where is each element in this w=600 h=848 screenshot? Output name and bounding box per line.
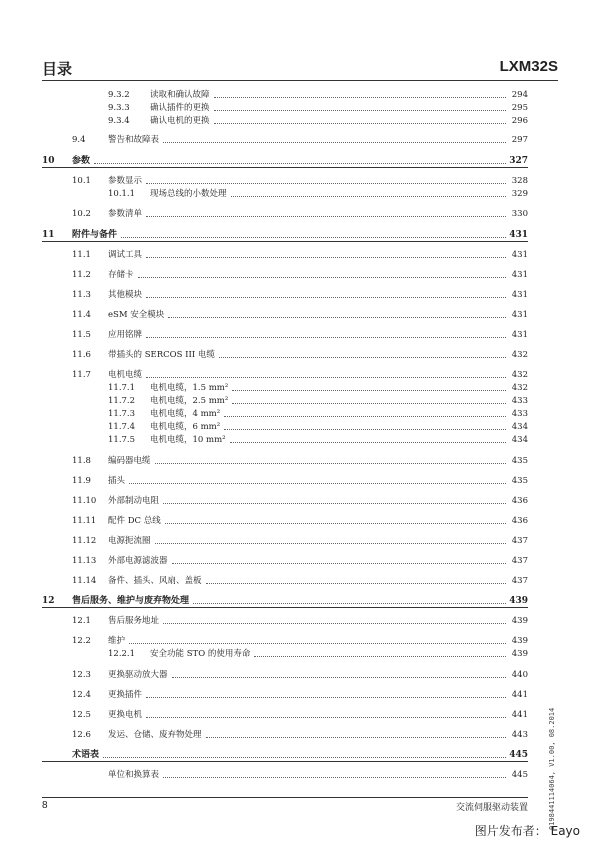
toc-number: 12.5 — [72, 710, 91, 720]
toc-leader — [224, 429, 506, 430]
toc-number: 11.4 — [72, 310, 91, 320]
footer-divider — [42, 797, 528, 798]
toc-leader — [146, 257, 506, 258]
toc-leader — [172, 563, 506, 564]
toc-entry[interactable] — [72, 768, 528, 780]
toc-page: 297 — [511, 135, 528, 145]
toc-number: 11.14 — [72, 576, 97, 586]
toc-leader — [206, 583, 506, 584]
toc-page: 431 — [511, 270, 528, 280]
toc-entry[interactable] — [72, 494, 528, 506]
toc-page: 327 — [509, 156, 528, 166]
toc-page: 441 — [511, 710, 528, 720]
toc-entry[interactable] — [72, 328, 528, 340]
toc-leader — [163, 142, 506, 143]
toc-entry[interactable] — [108, 101, 528, 113]
toc-leader — [146, 717, 506, 718]
toc-number: 9.4 — [72, 135, 86, 145]
toc-leader — [214, 110, 506, 111]
toc-chapter[interactable] — [42, 748, 528, 760]
toc-entry[interactable] — [72, 174, 528, 186]
toc-title: 参数清单 — [108, 209, 143, 219]
toc-page: 431 — [511, 330, 528, 340]
toc-number: 11.6 — [72, 350, 91, 360]
toc-title: 电源扼流圈 — [108, 536, 151, 546]
toc-title: 维护 — [108, 636, 126, 646]
toc-page: 434 — [511, 435, 528, 445]
toc-entry[interactable] — [108, 88, 528, 100]
toc-leader — [163, 623, 506, 624]
toc-title: 售后服务、维护与废弃物处理 — [72, 596, 190, 606]
toc-entry[interactable] — [108, 407, 528, 419]
toc-leader — [165, 523, 506, 524]
toc-title: 更换电机 — [108, 710, 143, 720]
toc-title: 电机电缆 — [108, 370, 143, 380]
toc-title: 调试工具 — [108, 250, 143, 260]
toc-number: 11.13 — [72, 556, 97, 566]
toc-number: 11.1 — [72, 250, 91, 260]
toc-title: 更换驱动放大器 — [108, 670, 168, 680]
toc-number: 11.2 — [72, 270, 91, 280]
toc-number: 11.3 — [72, 290, 91, 300]
toc-leader — [129, 483, 506, 484]
toc-page: 439 — [511, 616, 528, 626]
toc-page: 329 — [511, 189, 528, 199]
toc-entry[interactable] — [72, 308, 528, 320]
toc-title: 编码器电缆 — [108, 456, 151, 466]
toc-number: 9.3.3 — [108, 103, 130, 113]
toc-leader — [146, 216, 506, 217]
toc-entry[interactable] — [108, 420, 528, 432]
toc-title: 警告和故障表 — [108, 135, 160, 145]
toc-page: 294 — [511, 90, 528, 100]
toc-page: 445 — [509, 750, 528, 760]
toc-page: 437 — [511, 556, 528, 566]
toc-leader — [230, 442, 506, 443]
toc-page: 439 — [511, 649, 528, 659]
toc-entry[interactable] — [72, 474, 528, 486]
toc-page: 432 — [511, 350, 528, 360]
toc-number: 11.5 — [72, 330, 91, 340]
toc-title: 安全功能 STO 的使用寿命 — [150, 649, 251, 659]
footer-product-name: 交流伺服驱动装置 — [455, 803, 528, 813]
toc-page: 436 — [511, 516, 528, 526]
toc-title: 电机电缆，10 mm² — [150, 435, 226, 445]
toc-title: 售后服务地址 — [108, 616, 160, 626]
toc-title: 更换插件 — [108, 690, 143, 700]
toc-page: 432 — [511, 370, 528, 380]
toc-page: 433 — [511, 409, 528, 419]
toc-page: 432 — [511, 383, 528, 393]
toc-leader — [146, 297, 506, 298]
toc-leader — [214, 97, 506, 98]
toc-number: 10.1.1 — [108, 189, 136, 199]
toc-entry[interactable] — [72, 634, 528, 646]
toc-title: 确认电机的更换 — [150, 116, 210, 126]
toc-leader — [172, 677, 506, 678]
toc-title: 参数显示 — [108, 176, 143, 186]
toc-page: 436 — [511, 496, 528, 506]
chapter-divider — [42, 167, 528, 168]
toc-number: 11.9 — [72, 476, 91, 486]
toc-page: 431 — [511, 250, 528, 260]
toc-page: 431 — [511, 290, 528, 300]
toc-title: 电机电缆，4 mm² — [150, 409, 221, 419]
toc-title: 附件与备件 — [72, 230, 118, 240]
toc-entry[interactable] — [72, 207, 528, 219]
toc-number: 11.7.2 — [108, 396, 136, 406]
toc-title: 现场总线的小数处理 — [150, 189, 227, 199]
toc-entry[interactable] — [72, 688, 528, 700]
toc-chapter[interactable] — [42, 594, 528, 606]
toc-page: 437 — [511, 536, 528, 546]
toc-leader — [163, 503, 506, 504]
toc-entry[interactable] — [72, 268, 528, 280]
toc-number: 12.1 — [72, 616, 91, 626]
toc-entry[interactable] — [72, 614, 528, 626]
toc-title: 参数 — [72, 156, 91, 166]
toc-entry[interactable] — [72, 348, 528, 360]
toc-leader — [224, 416, 506, 417]
toc-page: 434 — [511, 422, 528, 432]
toc-number: 9.3.4 — [108, 116, 130, 126]
toc-page: 439 — [509, 596, 528, 606]
toc-entry[interactable] — [72, 708, 528, 720]
toc-entry[interactable] — [72, 668, 528, 680]
toc-number: 11.12 — [72, 536, 97, 546]
toc-entry[interactable] — [72, 288, 528, 300]
toc-number: 11.8 — [72, 456, 91, 466]
toc-leader — [231, 196, 506, 197]
toc-page: 433 — [511, 396, 528, 406]
toc-entry[interactable] — [72, 728, 528, 740]
toc-page: 439 — [511, 636, 528, 646]
toc-leader — [168, 317, 506, 318]
toc-leader — [254, 656, 506, 657]
toc-entry[interactable] — [72, 574, 528, 586]
toc-number: 10.2 — [72, 209, 91, 219]
document-code: 0198441114064, V1.00, 08.2014 — [548, 707, 556, 830]
toc-entry[interactable] — [72, 534, 528, 546]
toc-page: 295 — [511, 103, 528, 113]
toc-number: 12.6 — [72, 730, 91, 740]
toc-page: 440 — [511, 670, 528, 680]
toc-leader — [163, 777, 506, 778]
toc-leader — [155, 543, 506, 544]
toc-entry[interactable] — [108, 647, 528, 659]
toc-leader — [146, 337, 506, 338]
toc-entry[interactable] — [72, 248, 528, 260]
toc-entry[interactable] — [108, 187, 528, 199]
toc-entry[interactable] — [72, 554, 528, 566]
toc-page: 296 — [511, 116, 528, 126]
toc-leader — [138, 277, 506, 278]
toc-number: 11.7.1 — [108, 383, 136, 393]
toc-leader — [146, 377, 506, 378]
chapter-divider — [42, 607, 528, 608]
toc-number: 12 — [42, 596, 55, 606]
toc-number: 12.3 — [72, 670, 91, 680]
toc-page: 435 — [511, 456, 528, 466]
toc-page: 443 — [511, 730, 528, 740]
chapter-divider — [42, 761, 528, 762]
toc-number: 12.2 — [72, 636, 91, 646]
toc-entry[interactable] — [72, 368, 528, 380]
toc-page: 445 — [511, 770, 528, 780]
toc-leader — [103, 757, 506, 758]
toc-title: 术语表 — [72, 750, 100, 760]
toc-title: 带插头的 SERCOS III 电缆 — [108, 350, 215, 360]
toc-title: 存储卡 — [108, 270, 134, 280]
toc-title: eSM 安全模块 — [108, 310, 165, 320]
toc-title: 单位和换算表 — [108, 770, 160, 780]
toc-entry[interactable] — [72, 514, 528, 526]
toc-number: 11 — [42, 230, 55, 240]
toc-title: 电机电缆，1.5 mm² — [150, 383, 229, 393]
toc-leader — [94, 163, 506, 164]
page-title: 目录 — [42, 60, 73, 78]
toc-number: 11.7.4 — [108, 422, 136, 432]
toc-number: 9.3.2 — [108, 90, 130, 100]
toc-leader — [146, 697, 506, 698]
toc-entry[interactable] — [108, 114, 528, 126]
toc-chapter[interactable] — [42, 228, 528, 240]
toc-number: 11.7.3 — [108, 409, 136, 419]
toc-number: 11.7 — [72, 370, 91, 380]
toc-title: 应用铭牌 — [108, 330, 143, 340]
toc-title: 其他模块 — [108, 290, 143, 300]
toc-page: 441 — [511, 690, 528, 700]
toc-entry[interactable] — [72, 133, 528, 145]
toc-leader — [219, 357, 506, 358]
toc-number: 11.7.5 — [108, 435, 136, 445]
toc-leader — [232, 403, 506, 404]
toc-title: 确认插件的更换 — [150, 103, 210, 113]
toc-title: 发运、仓储、废弃物处理 — [108, 730, 202, 740]
toc-leader — [232, 390, 506, 391]
chapter-divider — [42, 241, 528, 242]
toc-page: 431 — [511, 310, 528, 320]
toc-leader — [206, 737, 506, 738]
toc-leader — [155, 463, 506, 464]
toc-page: 330 — [511, 209, 528, 219]
toc-number: 10.1 — [72, 176, 91, 186]
toc-number: 11.11 — [72, 516, 97, 526]
toc-title: 配件 DC 总线 — [108, 516, 161, 526]
toc-leader — [214, 123, 506, 124]
toc-number: 12.2.1 — [108, 649, 136, 659]
toc-title: 电机电缆，6 mm² — [150, 422, 221, 432]
toc-title: 插头 — [108, 476, 126, 486]
toc-title: 备件、插头、风扇、盖板 — [108, 576, 202, 586]
toc-title: 外部电源滤波器 — [108, 556, 168, 566]
toc-chapter[interactable] — [42, 154, 528, 166]
toc-page: 435 — [511, 476, 528, 486]
toc-entry[interactable] — [108, 433, 528, 445]
toc-entry[interactable] — [72, 454, 528, 466]
toc-page: 328 — [511, 176, 528, 186]
toc-page: 431 — [509, 230, 528, 240]
toc-leader — [129, 643, 506, 644]
toc-number: 12.4 — [72, 690, 91, 700]
toc-entry[interactable] — [108, 394, 528, 406]
toc-leader — [193, 603, 506, 604]
product-name: LXM32S — [499, 58, 558, 75]
page-number: 8 — [42, 800, 48, 811]
toc-title: 外部制动电阻 — [108, 496, 160, 506]
watermark: 图片发布者： Eayo — [474, 824, 580, 838]
toc-entry[interactable] — [108, 381, 528, 393]
toc-leader — [146, 183, 506, 184]
toc-title: 读取和确认故障 — [150, 90, 210, 100]
toc-page: 437 — [511, 576, 528, 586]
toc-number: 10 — [42, 156, 55, 166]
toc-leader — [121, 237, 506, 238]
toc-number: 11.10 — [72, 496, 97, 506]
toc-title: 电机电缆，2.5 mm² — [150, 396, 229, 406]
